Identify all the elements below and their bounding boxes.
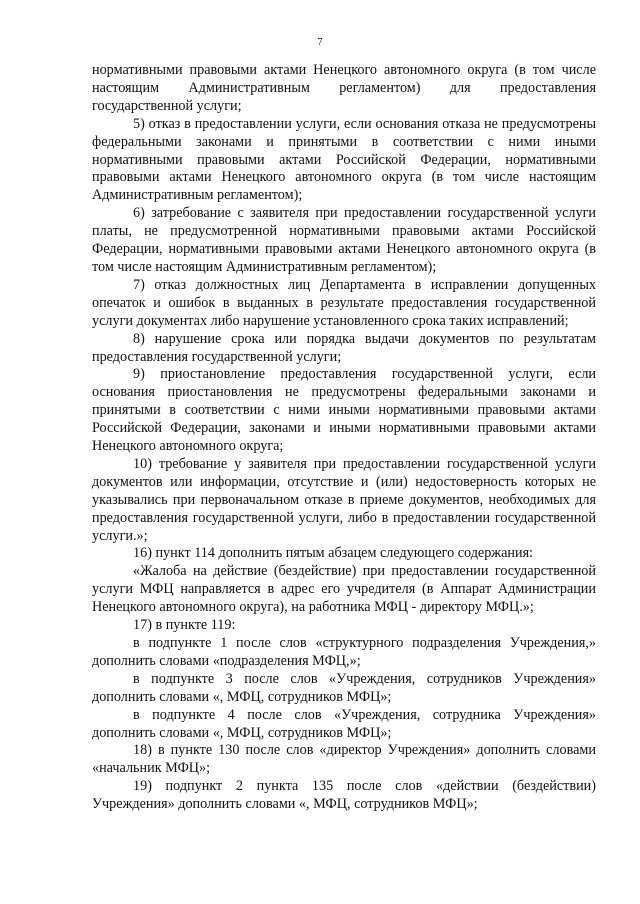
paragraph: 8) нарушение срока или порядка выдачи документов по результатам предоставления государственной услуги;	[92, 330, 596, 365]
paragraph: 5) отказ в предоставлении услуги, если основания отказа не предусмотрены федеральными законами и принятыми в соответствии с ними иными нормативными правовыми актами Российской Федерации, нормативными правовыми актами Ненецкого автономного округа (в том числе настоящим Административным регламентом);	[92, 115, 596, 204]
paragraph: 7) отказ должностных лиц Департамента в исправлении допущенных опечаток и ошибок в выданных в результате предоставления государственной услуги документах либо нарушение установленного срока таких исправлений;	[92, 276, 596, 329]
paragraph: 6) затребование с заявителя при предоставлении государственной услуги платы, не предусмотренной нормативными правовыми актами Российской Федерации, нормативными правовыми актами Ненецкого автономного округа (в том числе настоящим Административным регламентом);	[92, 205, 596, 275]
document-body	[92, 62, 596, 814]
paragraph: «Жалоба на действие (бездействие) при предоставлении государственной услуги МФЦ направляется в адрес его учредителя (в Аппарат Администрации Ненецкого автономного округа), на работника МФЦ - директору МФЦ.»;	[92, 563, 596, 616]
paragraph: 19) подпункт 2 пункта 135 после слов «действии (бездействии) Учреждения» дополнить словами «, МФЦ, сотрудников МФЦ»;	[92, 778, 596, 813]
page-number: 7	[317, 37, 323, 48]
paragraph: 18) в пункте 130 после слов «директор Учреждения» дополнить словами «начальник МФЦ»;	[92, 742, 596, 777]
paragraph: в подпункте 1 после слов «структурного подразделения Учреждения,» дополнить словами «подразделения МФЦ,»;	[92, 635, 596, 669]
paragraph: нормативными правовыми актами Ненецкого автономного округа (в том числе настоящим Административным регламентом) для предоставления государственной услуги;	[92, 62, 596, 114]
paragraph: 9) приостановление предоставления государственной услуги, если основания приостановления не предусмотрены федеральными законами и принятыми в соответствии с ними иными нормативными правовыми актами Российской Федерации, законами и иными нормативными правовыми актами Ненецкого автономного округа;	[92, 366, 596, 455]
paragraph: 10) требование у заявителя при предоставлении государственной услуги документов или информации, отсутствие и (или) недостоверность которых не указывались при первоначальном отказе в приеме документов, необходимых для предоставления государственной услуги, либо в предоставлении государственной услуги.»;	[92, 455, 596, 544]
paragraph: 16) пункт 114 дополнить пятым абзацем следующего содержания:	[133, 545, 534, 562]
paragraph: в подпункте 4 после слов «Учреждения, сотрудника Учреждения» дополнить словами «, МФЦ, сотрудников МФЦ»;	[92, 706, 596, 741]
paragraph: 17) в пункте 119:	[133, 617, 236, 634]
paragraph: в подпункте 3 после слов «Учреждения, сотрудников Учреждения» дополнить словами «, МФЦ, сотрудников МФЦ»;	[92, 670, 596, 705]
